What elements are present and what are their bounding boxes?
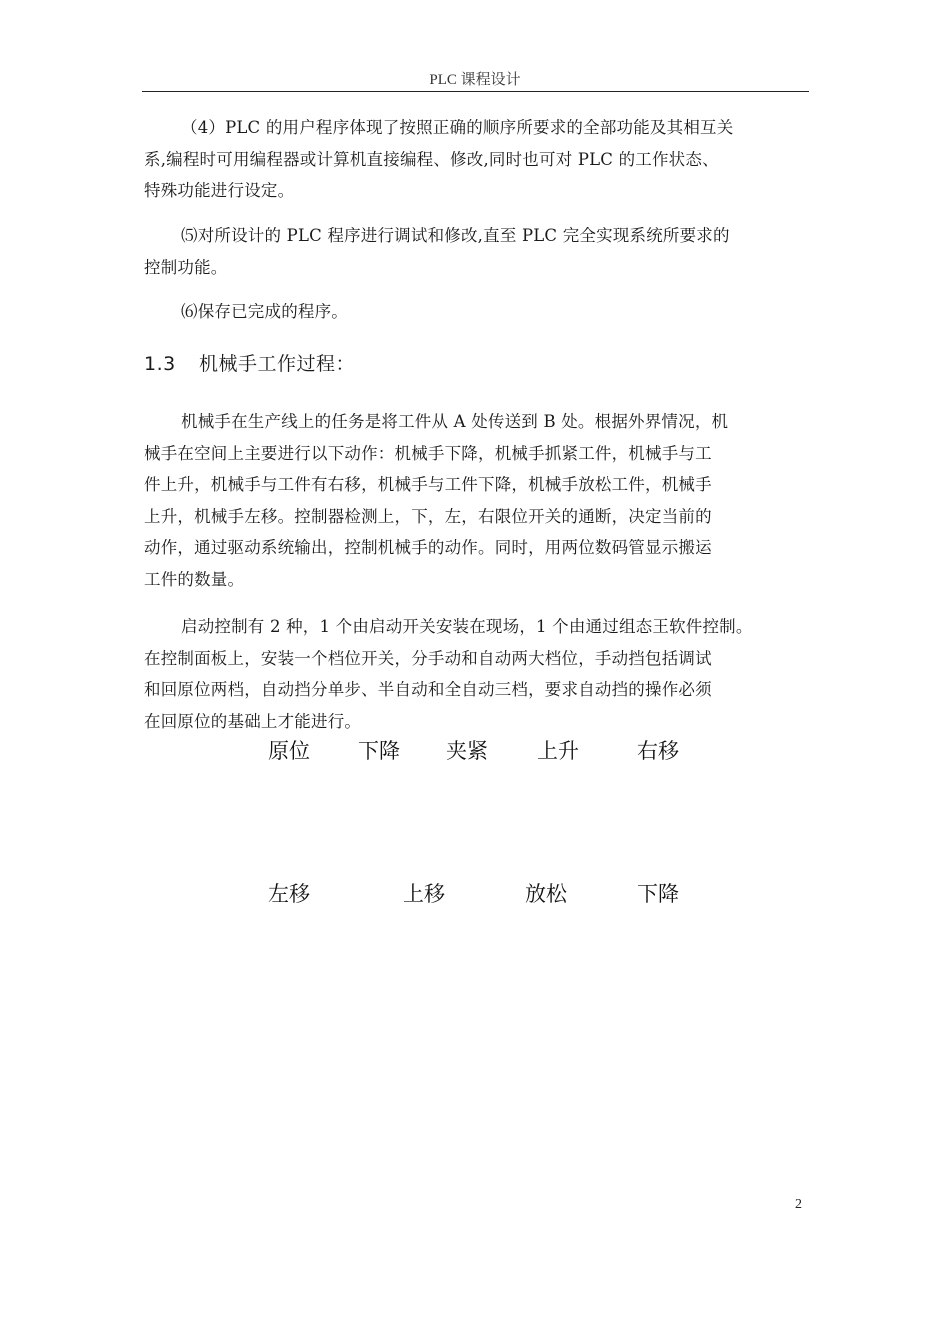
flow-step-home: 原位	[268, 739, 310, 763]
paragraph-line: 工件的数量。	[144, 569, 245, 589]
header-divider	[142, 91, 809, 92]
paragraph-line: ⑹保存已完成的程序。	[181, 302, 348, 321]
paragraph-line: 特殊功能进行设定。	[144, 181, 295, 200]
paragraph-step-4	[144, 112, 733, 207]
paragraph-line: 启动控制有 2 种，1 个由启动开关安装在现场，1 个由通过组态王软件控制。	[181, 617, 753, 636]
page-header-title: PLC 课程设计	[429, 72, 521, 88]
flow-step-move-right: 右移	[637, 739, 679, 763]
paragraph-line: 上升，机械手左移。控制器检测上，下，左，右限位开关的通断，决定当前的	[144, 506, 712, 526]
paragraph-step-5	[144, 220, 730, 283]
section-title: 机械手工作过程：	[199, 353, 356, 375]
flow-step-descend: 下降	[358, 739, 400, 763]
flow-step-descend-2: 下降	[637, 882, 679, 906]
paragraph-line: 件上升，机械手与工件有右移，机械手与工件下降，机械手放松工件，机械手	[144, 475, 712, 494]
paragraph-line: 和回原位两档，自动挡分单步、半自动和全自动三档，要求自动挡的操作必须	[144, 680, 712, 699]
paragraph-line: ⑸对所设计的 PLC 程序进行调试和修改,直至 PLC 完全实现系统所要求的	[181, 226, 730, 245]
flow-step-ascend: 上升	[537, 739, 579, 763]
paragraph-line: 控制功能。	[144, 257, 228, 277]
flow-step-clamp: 夹紧	[446, 739, 488, 763]
flow-step-move-left: 左移	[268, 882, 310, 906]
paragraph-line: 机械手在生产线上的任务是将工件从 A 处传送到 B 处。根据外界情况，机	[181, 412, 729, 431]
paragraph-step-6	[144, 296, 348, 328]
flow-step-move-up: 上移	[403, 882, 445, 906]
paragraph-line: 系,编程时可用编程器或计算机直接编程、修改,同时也可对 PLC 的工作状态、	[144, 149, 719, 169]
page-number: 2	[795, 1197, 802, 1212]
paragraph-start-control	[144, 611, 753, 737]
paragraph-line: 械手在空间上主要进行以下动作：机械手下降，机械手抓紧工件，机械手与工	[144, 443, 712, 463]
section-number: 1.3	[144, 353, 176, 375]
paragraph-line: 在回原位的基础上才能进行。	[144, 711, 362, 731]
flow-row-2	[0, 878, 950, 910]
flow-step-release: 放松	[525, 882, 567, 906]
paragraph-line: （4）PLC 的用户程序体现了按照正确的顺序所要求的全部功能及其相互关	[181, 118, 734, 137]
paragraph-line: 动作，通过驱动系统输出，控制机械手的动作。同时，用两位数码管显示搬运	[144, 538, 712, 557]
section-heading	[144, 349, 355, 376]
paragraph-line: 在控制面板上，安装一个档位开关，分手动和自动两大档位，手动挡包括调试	[144, 648, 712, 668]
paragraph-process-description	[144, 406, 728, 595]
flow-row-1	[0, 735, 950, 767]
